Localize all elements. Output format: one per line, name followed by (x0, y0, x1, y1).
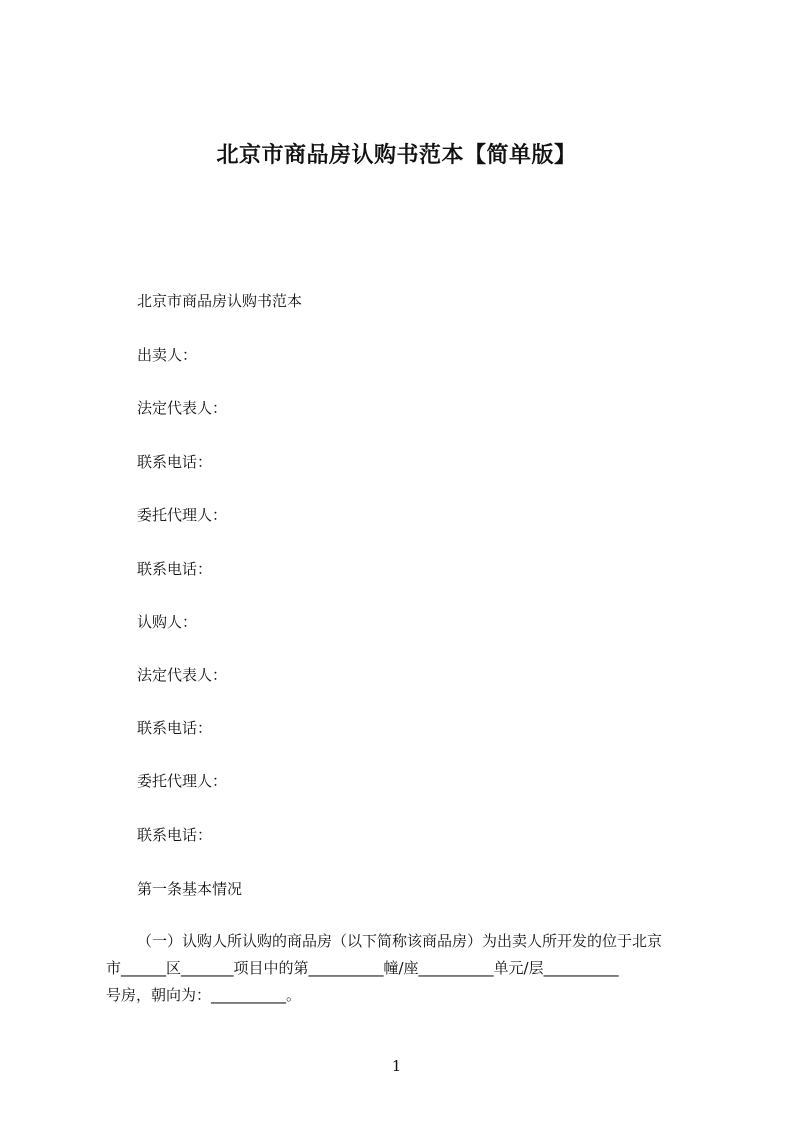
buyer-label: 认购人： (137, 613, 198, 631)
clause-line-2: 市______区_______项目中的第__________幢/座__________单元/层__________ (106, 959, 619, 977)
clause-line-3: 号房，朝向为：__________。 (106, 986, 302, 1004)
seller-agent-phone-label: 联系电话： (137, 560, 213, 578)
seller-phone-label: 联系电话： (137, 453, 213, 471)
subtitle: 北京市商品房认购书范本 (137, 292, 303, 310)
buyer-agent-label: 委托代理人： (137, 772, 228, 790)
seller-label: 出卖人： (137, 346, 198, 364)
document-title: 北京市商品房认购书范本【简单版】 (216, 143, 577, 168)
page-number: 1 (391, 1057, 402, 1075)
clause-paragraph (106, 928, 701, 1009)
buyer-agent-phone-label: 联系电话： (137, 826, 213, 844)
article-one-heading: 第一条基本情况 (137, 880, 243, 898)
seller-agent-label: 委托代理人： (137, 506, 228, 524)
buyer-legal-rep-label: 法定代表人： (137, 666, 228, 684)
seller-legal-rep-label: 法定代表人： (137, 399, 228, 417)
clause-line-1: （一）认购人所认购的商品房（以下简称该商品房）为出卖人所开发的位于北京 (137, 932, 663, 950)
buyer-phone-label: 联系电话： (137, 719, 213, 737)
